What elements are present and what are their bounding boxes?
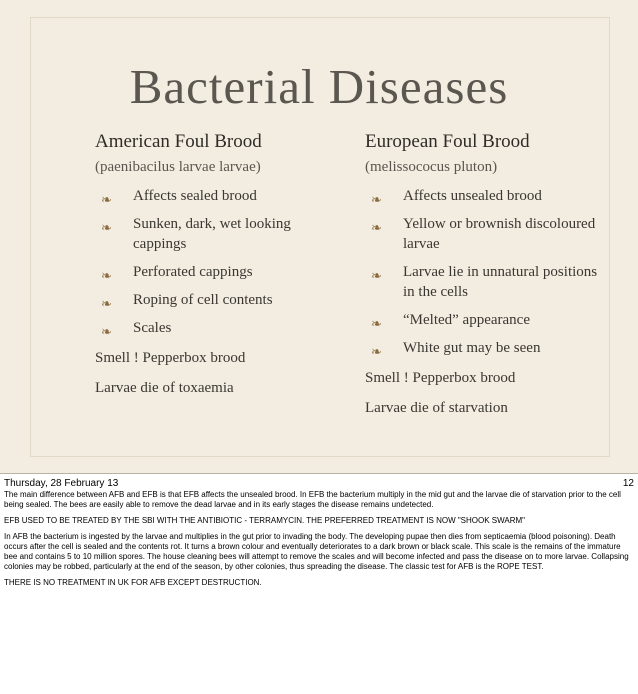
fleuron-icon: ❧ — [371, 220, 382, 235]
afb-smell: Smell ! Pepperbox brood — [95, 350, 246, 366]
afb-bullet: ❧ Scales — [95, 318, 335, 338]
speaker-notes — [4, 490, 632, 594]
notes-paragraph: THERE IS NO TREATMENT IN UK FOR AFB EXCEPT DESTRUCTION. — [4, 578, 262, 587]
fleuron-icon: ❧ — [371, 344, 382, 359]
efb-bullet: ❧ White gut may be seen — [365, 338, 605, 358]
notes-paragraph: In AFB the bacterium is ingested by the larvae and multiplies in the gut prior to invading the body. The developing pupae then dies from septicaemia (blood poisoning). Death occurs after the cell is sealed and the contents rot. It turns a brown colour and eventually deteriorates to a dark brown or black scale. This scale is the remains of the immature bee and contains 5 to 10 million spores. The house cleaning bees will attempt to remove the scales and will become infected and pass the disease on to more larvae. Collapsing colonies may be robbed, particularly at the end of the season, by other colonies, thus spreading the disease. The classic test for AFB is the ROPE TEST. — [4, 532, 629, 571]
afb-column — [95, 130, 335, 398]
afb-bullet: ❧ Perforated cappings — [95, 262, 335, 282]
fleuron-icon: ❧ — [371, 268, 382, 283]
notes-paragraph: The main difference between AFB and EFB is that EFB affects the unsealed brood. In EFB the bacterium multiply in the mid gut and the larvae die of starvation prior to the cell being sealed. The bees are easily able to remove the dead larvae and in its early stages the disease remains undetected. — [4, 490, 621, 509]
fleuron-icon: ❧ — [101, 296, 112, 311]
afb-bullet: ❧ Sunken, dark, wet looking cappings — [101, 216, 291, 252]
efb-bullet: ❧ “Melted” appearance — [365, 310, 605, 330]
fleuron-icon: ❧ — [101, 268, 112, 283]
afb-heading: American Foul Brood — [95, 131, 262, 152]
efb-death: Larvae die of starvation — [365, 400, 508, 416]
efb-bullet: ❧ Yellow or brownish discoloured larvae — [371, 216, 596, 252]
efb-subheading: (melissococus pluton) — [365, 159, 498, 175]
efb-bullet: ❧ Affects unsealed brood — [365, 186, 605, 206]
slide-title: Bacterial Diseases — [129, 59, 509, 114]
page-number: 12 — [622, 478, 634, 489]
fleuron-icon: ❧ — [371, 316, 382, 331]
afb-subheading: (paenibacilus larvae larvae) — [95, 159, 261, 175]
efb-smell: Smell ! Pepperbox brood — [365, 370, 516, 386]
fleuron-icon: ❧ — [101, 220, 112, 235]
fleuron-icon: ❧ — [101, 192, 112, 207]
efb-heading: European Foul Brood — [365, 131, 530, 152]
efb-column — [365, 130, 605, 418]
afb-death: Larvae die of toxaemia — [95, 380, 234, 396]
afb-bullet: ❧ Affects sealed brood — [95, 186, 335, 206]
efb-bullet: ❧ Larvae lie in unnatural positions in the cells — [371, 264, 598, 300]
afb-bullet: ❧ Roping of cell contents — [95, 290, 335, 310]
fleuron-icon: ❧ — [371, 192, 382, 207]
footer-date: Thursday, 28 February 13 — [4, 478, 119, 489]
fleuron-icon: ❧ — [101, 324, 112, 339]
notes-paragraph: EFB USED TO BE TREATED BY THE SBI WITH THE ANTIBIOTIC - TERRAMYCIN. THE PREFERRED TREATMENT IS NOW "SHOOK SWARM" — [4, 516, 526, 525]
